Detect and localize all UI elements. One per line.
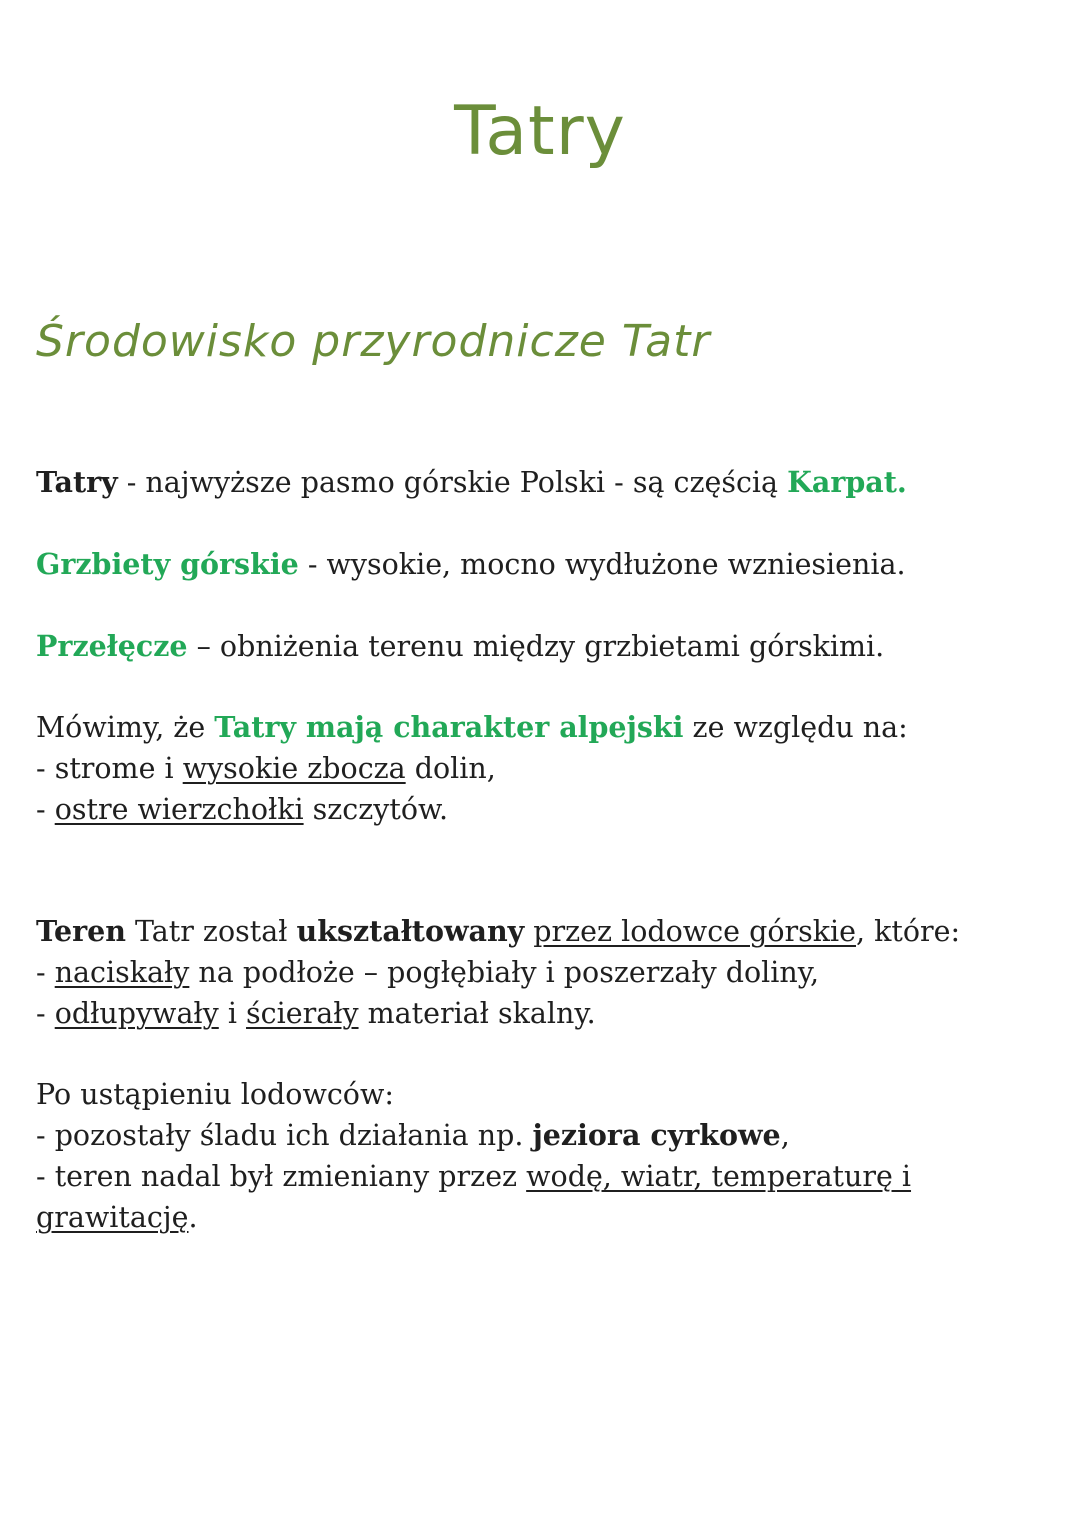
text: ze względu na:: [683, 711, 908, 744]
text: Mówimy, że: [36, 711, 215, 744]
paragraph-teren: [36, 911, 960, 1034]
text: szczytów.: [303, 793, 449, 826]
definition-text: – obniżenia terenu między grzbietami górskimi.: [187, 630, 885, 663]
text: materiał skalny.: [358, 997, 596, 1030]
definition-text: - wysokie, mocno wydłużone wzniesienia.: [298, 548, 906, 581]
paragraph-przelecze: [36, 626, 884, 667]
term-przelecze: Przełęcze: [36, 629, 188, 663]
paragraph-alpejski: [36, 707, 908, 830]
text: i: [218, 997, 247, 1030]
underlined-text: odłupywały: [54, 997, 219, 1030]
underlined-text: przez lodowce górskie: [533, 915, 856, 948]
text: [524, 915, 533, 948]
definition-text: - najwyższe pasmo górskie Polski - są częścią: [117, 466, 788, 499]
bold-text: jeziora cyrkowe: [532, 1118, 781, 1152]
underlined-text: grawitację: [36, 1201, 189, 1234]
list-item: [36, 789, 908, 830]
teren-intro: [36, 911, 960, 952]
underlined-text: ostre wierzchołki: [54, 793, 304, 826]
list-item: [36, 1156, 911, 1197]
list-item: [36, 1115, 911, 1156]
page-title: Tatry: [454, 92, 626, 171]
highlight-alpejski: Tatry mają charakter alpejski: [214, 710, 684, 744]
list-item: [36, 952, 960, 993]
highlight-karpat: Karpat.: [787, 465, 907, 499]
term-tatry: Tatry: [36, 465, 118, 499]
text: .: [188, 1201, 198, 1234]
list-item-continuation: [36, 1197, 911, 1238]
paragraph-po-lodowcach: [36, 1074, 911, 1238]
underlined-text: wysokie zbocza: [182, 752, 406, 785]
text: -: [36, 997, 55, 1030]
po-lodowcach-intro: Po ustąpieniu lodowców:: [36, 1078, 394, 1111]
underlined-text: wodę, wiatr, temperaturę i: [526, 1160, 912, 1193]
paragraph-tatry: [36, 462, 907, 503]
list-item: [36, 993, 960, 1034]
text: na podłoże – pogłębiały i poszerzały doliny,: [189, 956, 820, 989]
underlined-text: naciskały: [54, 956, 190, 989]
term-grzbiety: Grzbiety górskie: [36, 547, 299, 581]
text: - teren nadal był zmieniany przez: [36, 1160, 527, 1193]
section-heading: Środowisko przyrodnicze Tatr: [36, 316, 711, 367]
paragraph-grzbiety: [36, 544, 906, 585]
text: - strome i: [36, 752, 183, 785]
underlined-text: ścierały: [246, 997, 359, 1030]
bold-text: ukształtowany: [296, 914, 525, 948]
text: dolin,: [405, 752, 496, 785]
text: -: [36, 793, 55, 826]
text: ,: [780, 1119, 790, 1152]
term-teren: Teren: [36, 914, 126, 948]
alpejski-intro: [36, 707, 908, 748]
list-item: [36, 748, 908, 789]
text: - pozostały śladu ich działania np.: [36, 1119, 533, 1152]
text: -: [36, 956, 55, 989]
text: Tatr został: [125, 915, 297, 948]
text: , które:: [855, 915, 961, 948]
